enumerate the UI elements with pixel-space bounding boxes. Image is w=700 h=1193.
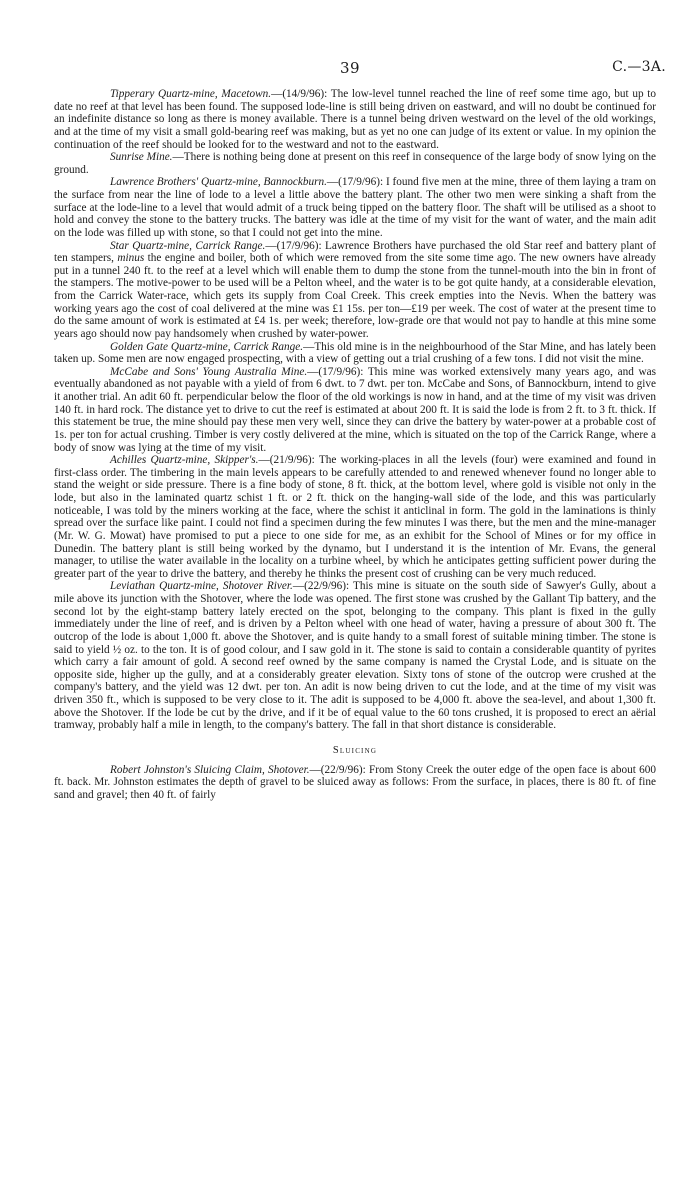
entry-title: Lawrence Brothers' Quartz-mine, Bannockburn.	[110, 176, 327, 189]
entry-title: Achilles Quartz-mine, Skipper's.	[110, 454, 259, 467]
entry-text: —This old mine is in the neighbourhood of the Star Mine, and has lately been taken up. Some men are now engaged prospecting, with a view of getting out a trial crushing of a few tons. I did not visit the mine.	[54, 340, 656, 366]
section-heading: Sluicing	[332, 744, 378, 756]
paragraph-lawrence-brothers	[54, 176, 656, 239]
entry-title: Golden Gate Quartz-mine, Carrick Range.	[110, 340, 304, 353]
entry-title: McCabe and Sons' Young Australia Mine.	[110, 365, 308, 378]
entry-text: —There is nothing being done at present on this reef in consequence of the large body of snow lying on the ground.	[54, 151, 656, 176]
entry-title: Robert Johnston's Sluicing Claim, Shotover.	[110, 763, 310, 776]
entry-title: Tipperary Quartz-mine, Macetown.	[110, 88, 272, 100]
entry-text: the engine and boiler, both of which were removed from the site some time ago. The new owners have already put in a tunnel 240 ft. to the reef at a level which will enable them to dump the stone from the tunnel-mouth into the bin in front of the stampers. The motive-power to be used will be a Pelton wheel, and the water is to be got quite handy, at a considerable elevation, from the Carrick Water-race, which gets its supply from Coal Creek. This creek empties into the Nevis. When the battery was working years ago the cost of coal delivered at the mine was £1 15s. per ton—£19 per week. The cost of water at the present time to do the same amount of work is estimated at £4 1s. per week; therefore, low-grade ore that would not pay to handle at this mine some years ago should now pay handsomely when crushed by water-power.	[54, 252, 656, 340]
paragraph-star	[54, 240, 656, 341]
entry-text: —(22/9/96): This mine is situate on the south side of Sawyer's Gully, about a mile above its junction with the Shotover, where the lode was opened. The first stone was crushed by the Gallant Tip battery, and the second lot by the eight-stamp battery lately erected on the spot, belonging to the company. This plant is fixed in the gully immediately under the line of reef, and is driven by a Pelton wheel with one head of water, having a pressure of about 300 ft. The outcrop of the lode is about 1,000 ft. above the Shotover, and is quite handy to a small forest of suitable mining timber. The stone is said to yield ½ oz. to the ton. It is of good colour, and I saw gold in it. The stone is said to contain a considerable quantity of pyrites which carry a fair amount of gold. A second reef owned by the same company is named the Crystal Lode, and is situate on the opposite side, higher up the gully, and at a considerably greater elevation. Sixty tons of stone of the outcrop were crushed at the company's battery, and the yield was 12 dwt. per ton. An adit is now being driven to cut the lode, and at the time of my visit was driven 350 ft., which is supposed to be very close to it. The adit is supposed to be 4,000 ft. above the sea-level, and about 1,300 ft. above the Shotover. If the lode be cut by the drive, and if it be of equal value to the 60 tons crushed, it is proposed to erect an aërial tramway, probably half a mile in length, to the company's battery. The fall in that short distance is considerable.	[54, 580, 656, 732]
entry-text: —(17/9/96): Lawrence Brothers have purchased the old Star reef and battery plant of ten stampers,	[54, 239, 656, 265]
entry-emphasis: minus	[117, 252, 145, 265]
paragraph-sunrise	[54, 151, 656, 176]
entry-text: —(17/9/96): This mine was worked extensively many years ago, and was eventually abandoned as not payable with a yield of from 6 dwt. to 7 dwt. per ton. McCabe and Sons, of Bannockburn, intend to give it another trial. An adit 60 ft. perpendicular below the floor of the old workings is now in hand, and at the time of my visit was driven 140 ft. in hard rock. The distance yet to drive to cut the reef is estimated at about 200 ft. It is said the lode is from 2 ft. to 3 ft. thick. If this statement be true, the mine should pay these men very well, since they can drive the battery by water-power at a probable cost of 1s. per ton for actual crushing. Timber is very costly delivered at the mine, which is situated on the top of the Carrick Range, where a body of snow was lying at the time of my visit.	[54, 365, 656, 454]
document-reference: C.—3A.	[612, 59, 666, 75]
paragraph-achilles	[54, 454, 656, 580]
paragraph-golden-gate	[54, 341, 656, 366]
entry-text: —(21/9/96): The working-places in all the levels (four) were examined and found in first-class order. The timbering in the main levels appears to be carefully attended to and renewed whenever found no longer able to stand the weight or side pressure. There is a fine body of stone, 8 ft. thick, at the bottom level, where gold is visible not only in the lode, but also in the laminated quartz schist 1 ft. or 2 ft. thick on the hanging-wall side of the lode, and this was particularly noticeable, I was told by the miners working at the face, where the schist it anticlinal in form. The gold in the laminations is thinly spread over the surface like paint. I could not find a specimen during the few minutes I was there, but the men and the mine-manager (Mr. W. G. Mowat) have promised to put a piece to one side for me, as an exhibit for the School of Mines or for my office in Dunedin. The battery plant is still being worked by the dynamo, but I understand it is the intention of Mr. Evans, the general manager, to utilise the water available in the locality on a turbine wheel, by which he anticipates getting sufficient power during the greater part of the year to drive the battery, and thereby he thinks the present cost of crushing can be very much reduced.	[54, 454, 656, 580]
paragraph-johnston	[54, 764, 656, 802]
paragraph-tipperary	[54, 88, 656, 151]
report-body	[54, 88, 656, 801]
paragraph-leviathan	[54, 580, 656, 732]
entry-title: Star Quartz-mine, Carrick Range.	[110, 239, 266, 252]
paragraph-mccabe	[54, 366, 656, 454]
page-number: 39	[339, 59, 361, 77]
entry-title: Sunrise Mine.	[110, 151, 173, 164]
entry-text: —(22/9/96): From Stony Creek the outer edge of the open face is about 600 ft. back. Mr. Johnston estimates the depth of gravel to be sluiced away as follows: From the surface, in places, there is 80 ft. of fine sand and gravel; then 40 ft. of fairly	[54, 763, 656, 801]
entry-text: —(17/9/96): I found five men at the mine, three of them laying a tram on the surface from near the line of lode to a level a little above the battery plant. The other two men were sinking a shaft from the surface at the lode-line to a level that would admit of a truck being tipped on the battery floor. The shaft will be utilised as a shoot to hold and convey the stone to the battery trucks. The battery was idle at the time of my visit for the want of water, and the main adit on the lode was filled up with stone, so that I could not get into the mine.	[54, 176, 656, 239]
entry-text: —(14/9/96): The low-level tunnel reached the line of reef some time ago, but up to date no reef at that level has been found. The supposed lode-line is still being driven on eastward, and will no doubt be continued for an indefinite distance so long as there is money available. There is a tunnel being driven westward on the level of the old workings, and at the time of my visit a small gold-bearing reef was making, but as yet no one can judge of its extent or value. In my opinion the continuation of the reef should be looked for to the westward and not to the eastward.	[54, 88, 656, 151]
entry-title: Leviathan Quartz-mine, Shotover River.	[110, 580, 293, 593]
